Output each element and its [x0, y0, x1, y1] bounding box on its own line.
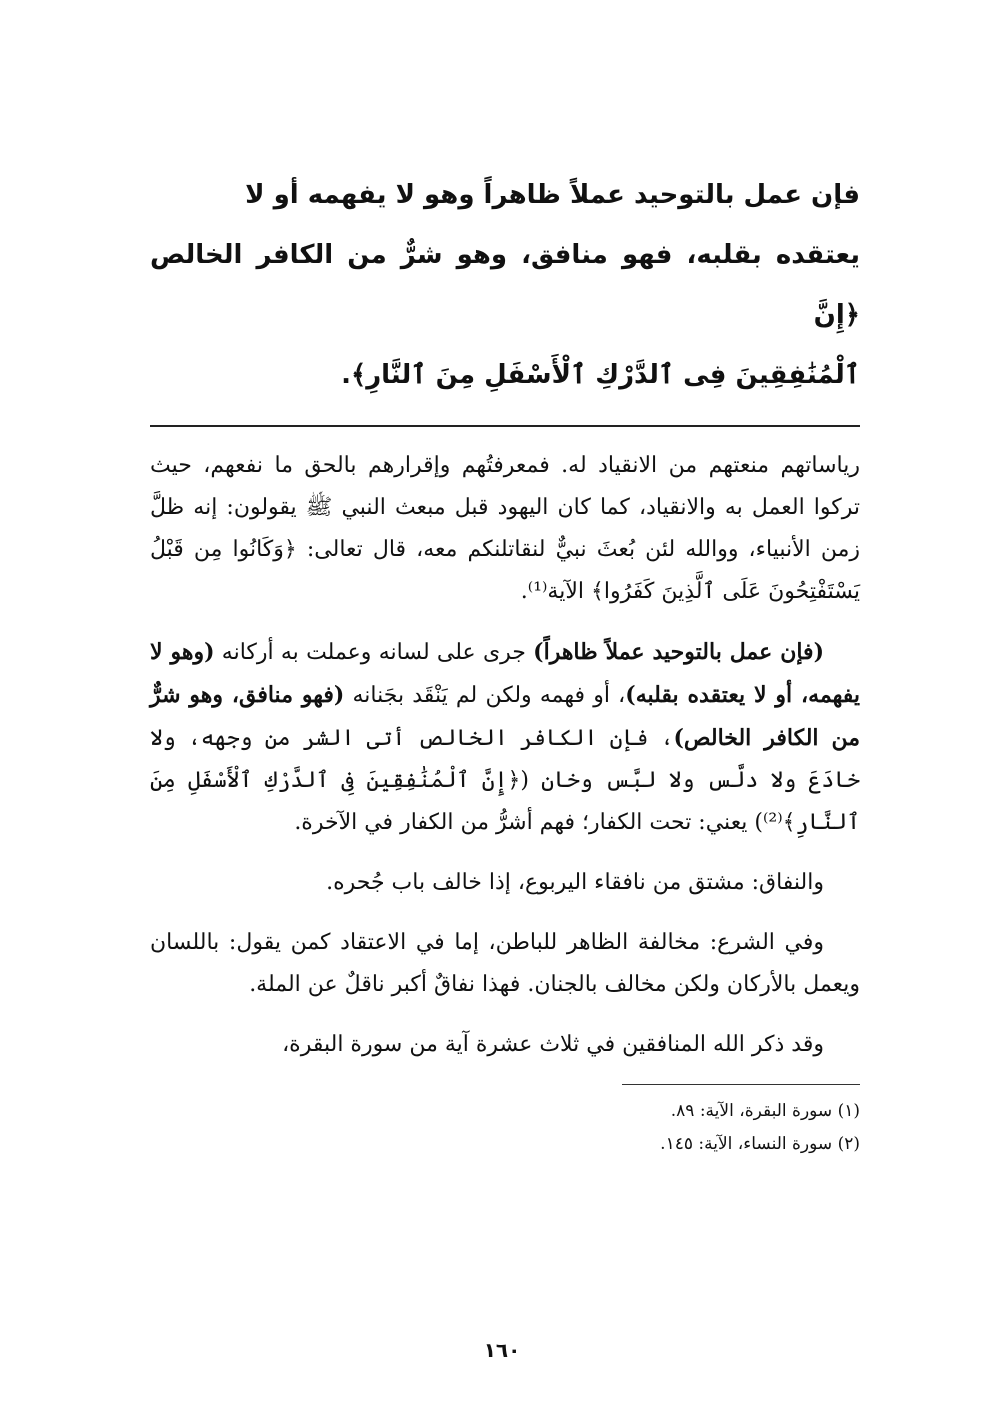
commentary-paragraph: رياساتهم منعتهم من الانقياد له. فمعرفتُهم وإقرارهم بالحق ما نفعهم، حيث تركوا العمل به والانقياد، كما كان اليهود قبل مبعث النبي ﷺ يقولون: إنه ظلَّ زمن الأنبياء، ووالله لئن بُعثَ نبيٌّ لنقاتلنكم معه، قال تعالى: ﴿وَكَانُوا مِن قَبْلُ يَسْتَفْتِحُونَ عَلَى ٱلَّذِينَ كَفَرُوا﴾ الآية⁽¹⁾. — [150, 453, 860, 604]
separator-rule — [150, 425, 860, 427]
main-text-line: فإن عمل بالتوحيد عملاً ظاهراً وهو لا يفهمه أو لا — [245, 180, 860, 210]
commentary-text: ، فإن الكافر الخالص أتى الشر من وجهه، ولا خادَعَ ولا دلَّس ولا لبَّس وخان (﴿إِنَّ ٱلْمُنَٰفِقِينَ فِى ٱلدَّرْكِ ٱلْأَسْفَلِ مِنَ ٱلنَّارِ﴾⁽²⁾) يعني: تحت الكفار؛ فهم أشرُّ من الكفار في الآخرة. — [150, 726, 860, 835]
main-text-line: ٱلْمُنَٰفِقِينَ فِى ٱلدَّرْكِ ٱلْأَسْفَلِ مِنَ ٱلنَّارِ﴾. — [341, 360, 860, 390]
commentary — [150, 445, 860, 1066]
main-text — [150, 165, 860, 405]
commentary-paragraph: وقد ذكر الله المنافقين في ثلاث عشرة آية من سورة البقرة، — [282, 1032, 824, 1057]
footnotes — [150, 1095, 860, 1161]
footnote-rule — [622, 1084, 860, 1085]
footnote: (٢) سورة النساء، الآية: ١٤٥. — [660, 1134, 860, 1154]
page-number: ١٦٠ — [483, 1338, 521, 1362]
quoted-text: (فهو منافق، وهو شرٌّ من الكافر الخالص) — [150, 682, 860, 751]
commentary-paragraph: وفي الشرع: مخالفة الظاهر للباطن، إما في الاعتقاد كمن يقول: باللسان ويعمل بالأركان ولكن مخالف بالجنان. فهذا نفاقٌ أكبر ناقلٌ عن الملة. — [150, 930, 860, 997]
quoted-text: (فإن عمل بالتوحيد عملاً ظاهراً) — [533, 639, 824, 665]
quoted-text: (وهو لا يفهمه، أو لا يعتقده بقلبه) — [150, 639, 860, 708]
main-text-line: يعتقده بقلبه، فهو منافق، وهو شرٌّ من الكافر الخالص ﴿إِنَّ — [150, 240, 860, 330]
commentary-text: جرى على لسانه وعملت به أركانه — [214, 640, 534, 665]
commentary-text: ، أو فهمه ولكن لم يَنْقَد بجَنانه — [344, 683, 626, 708]
commentary-paragraph — [150, 631, 860, 844]
commentary-paragraph: والنفاق: مشتق من نافقاء اليربوع، إذا خالف باب جُحره. — [326, 870, 824, 895]
page-content — [150, 165, 860, 1161]
footnote: (١) سورة البقرة، الآية: ٨٩. — [670, 1101, 860, 1121]
